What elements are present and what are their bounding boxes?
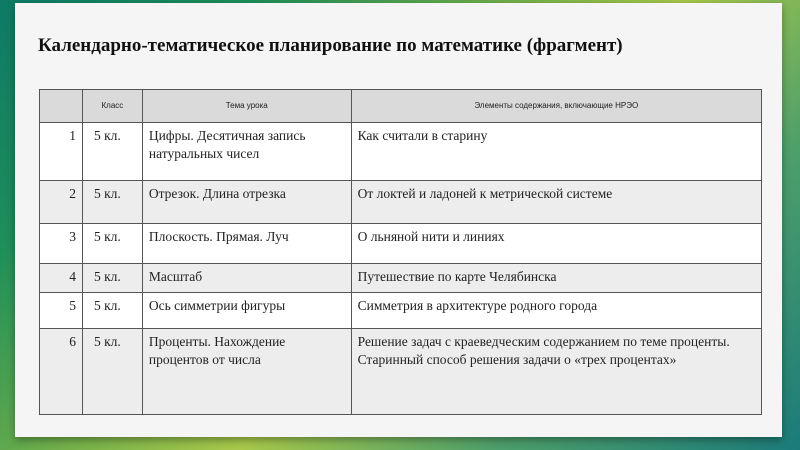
row-class: 5 кл. — [82, 181, 142, 224]
row-elements: О льняной нити и линиях — [351, 224, 761, 264]
row-topic: Отрезок. Длина отрезка — [142, 181, 351, 224]
row-elements: Путешествие по карте Челябинска — [351, 264, 761, 293]
planning-table — [39, 89, 762, 415]
page-title: Календарно-тематическое планирование по математике (фрагмент) — [38, 35, 623, 56]
row-number: 1 — [40, 123, 83, 181]
row-elements: От локтей и ладоней к метрической системе — [351, 181, 761, 224]
table-row — [40, 181, 762, 224]
header-elements: Элементы содержания, включающие НРЭО — [351, 90, 761, 123]
row-elements: Решение задач с краеведческим содержанием по теме проценты. Старинный способ решения задачи о «трех процентах» — [351, 329, 761, 415]
row-class: 5 кл. — [82, 293, 142, 329]
row-number: 2 — [40, 181, 83, 224]
header-topic: Тема урока — [142, 90, 351, 123]
row-topic: Цифры. Десятичная запись натуральных чисел — [142, 123, 351, 181]
row-class: 5 кл. — [82, 264, 142, 293]
row-number: 3 — [40, 224, 83, 264]
table-row — [40, 329, 762, 415]
row-number: 6 — [40, 329, 83, 415]
row-class: 5 кл. — [82, 329, 142, 415]
table-row — [40, 293, 762, 329]
row-class: 5 кл. — [82, 123, 142, 181]
row-number: 4 — [40, 264, 83, 293]
row-topic: Проценты. Нахождение процентов от числа — [142, 329, 351, 415]
header-number — [40, 90, 83, 123]
row-topic: Масштаб — [142, 264, 351, 293]
table-row — [40, 264, 762, 293]
row-class: 5 кл. — [82, 224, 142, 264]
row-number: 5 — [40, 293, 83, 329]
table-row — [40, 224, 762, 264]
row-topic: Плоскость. Прямая. Луч — [142, 224, 351, 264]
table-row — [40, 123, 762, 181]
row-elements: Как считали в старину — [351, 123, 761, 181]
row-elements: Симметрия в архитектуре родного города — [351, 293, 761, 329]
row-topic: Ось симметрии фигуры — [142, 293, 351, 329]
header-class: Класс — [82, 90, 142, 123]
table-header-row — [40, 90, 762, 123]
